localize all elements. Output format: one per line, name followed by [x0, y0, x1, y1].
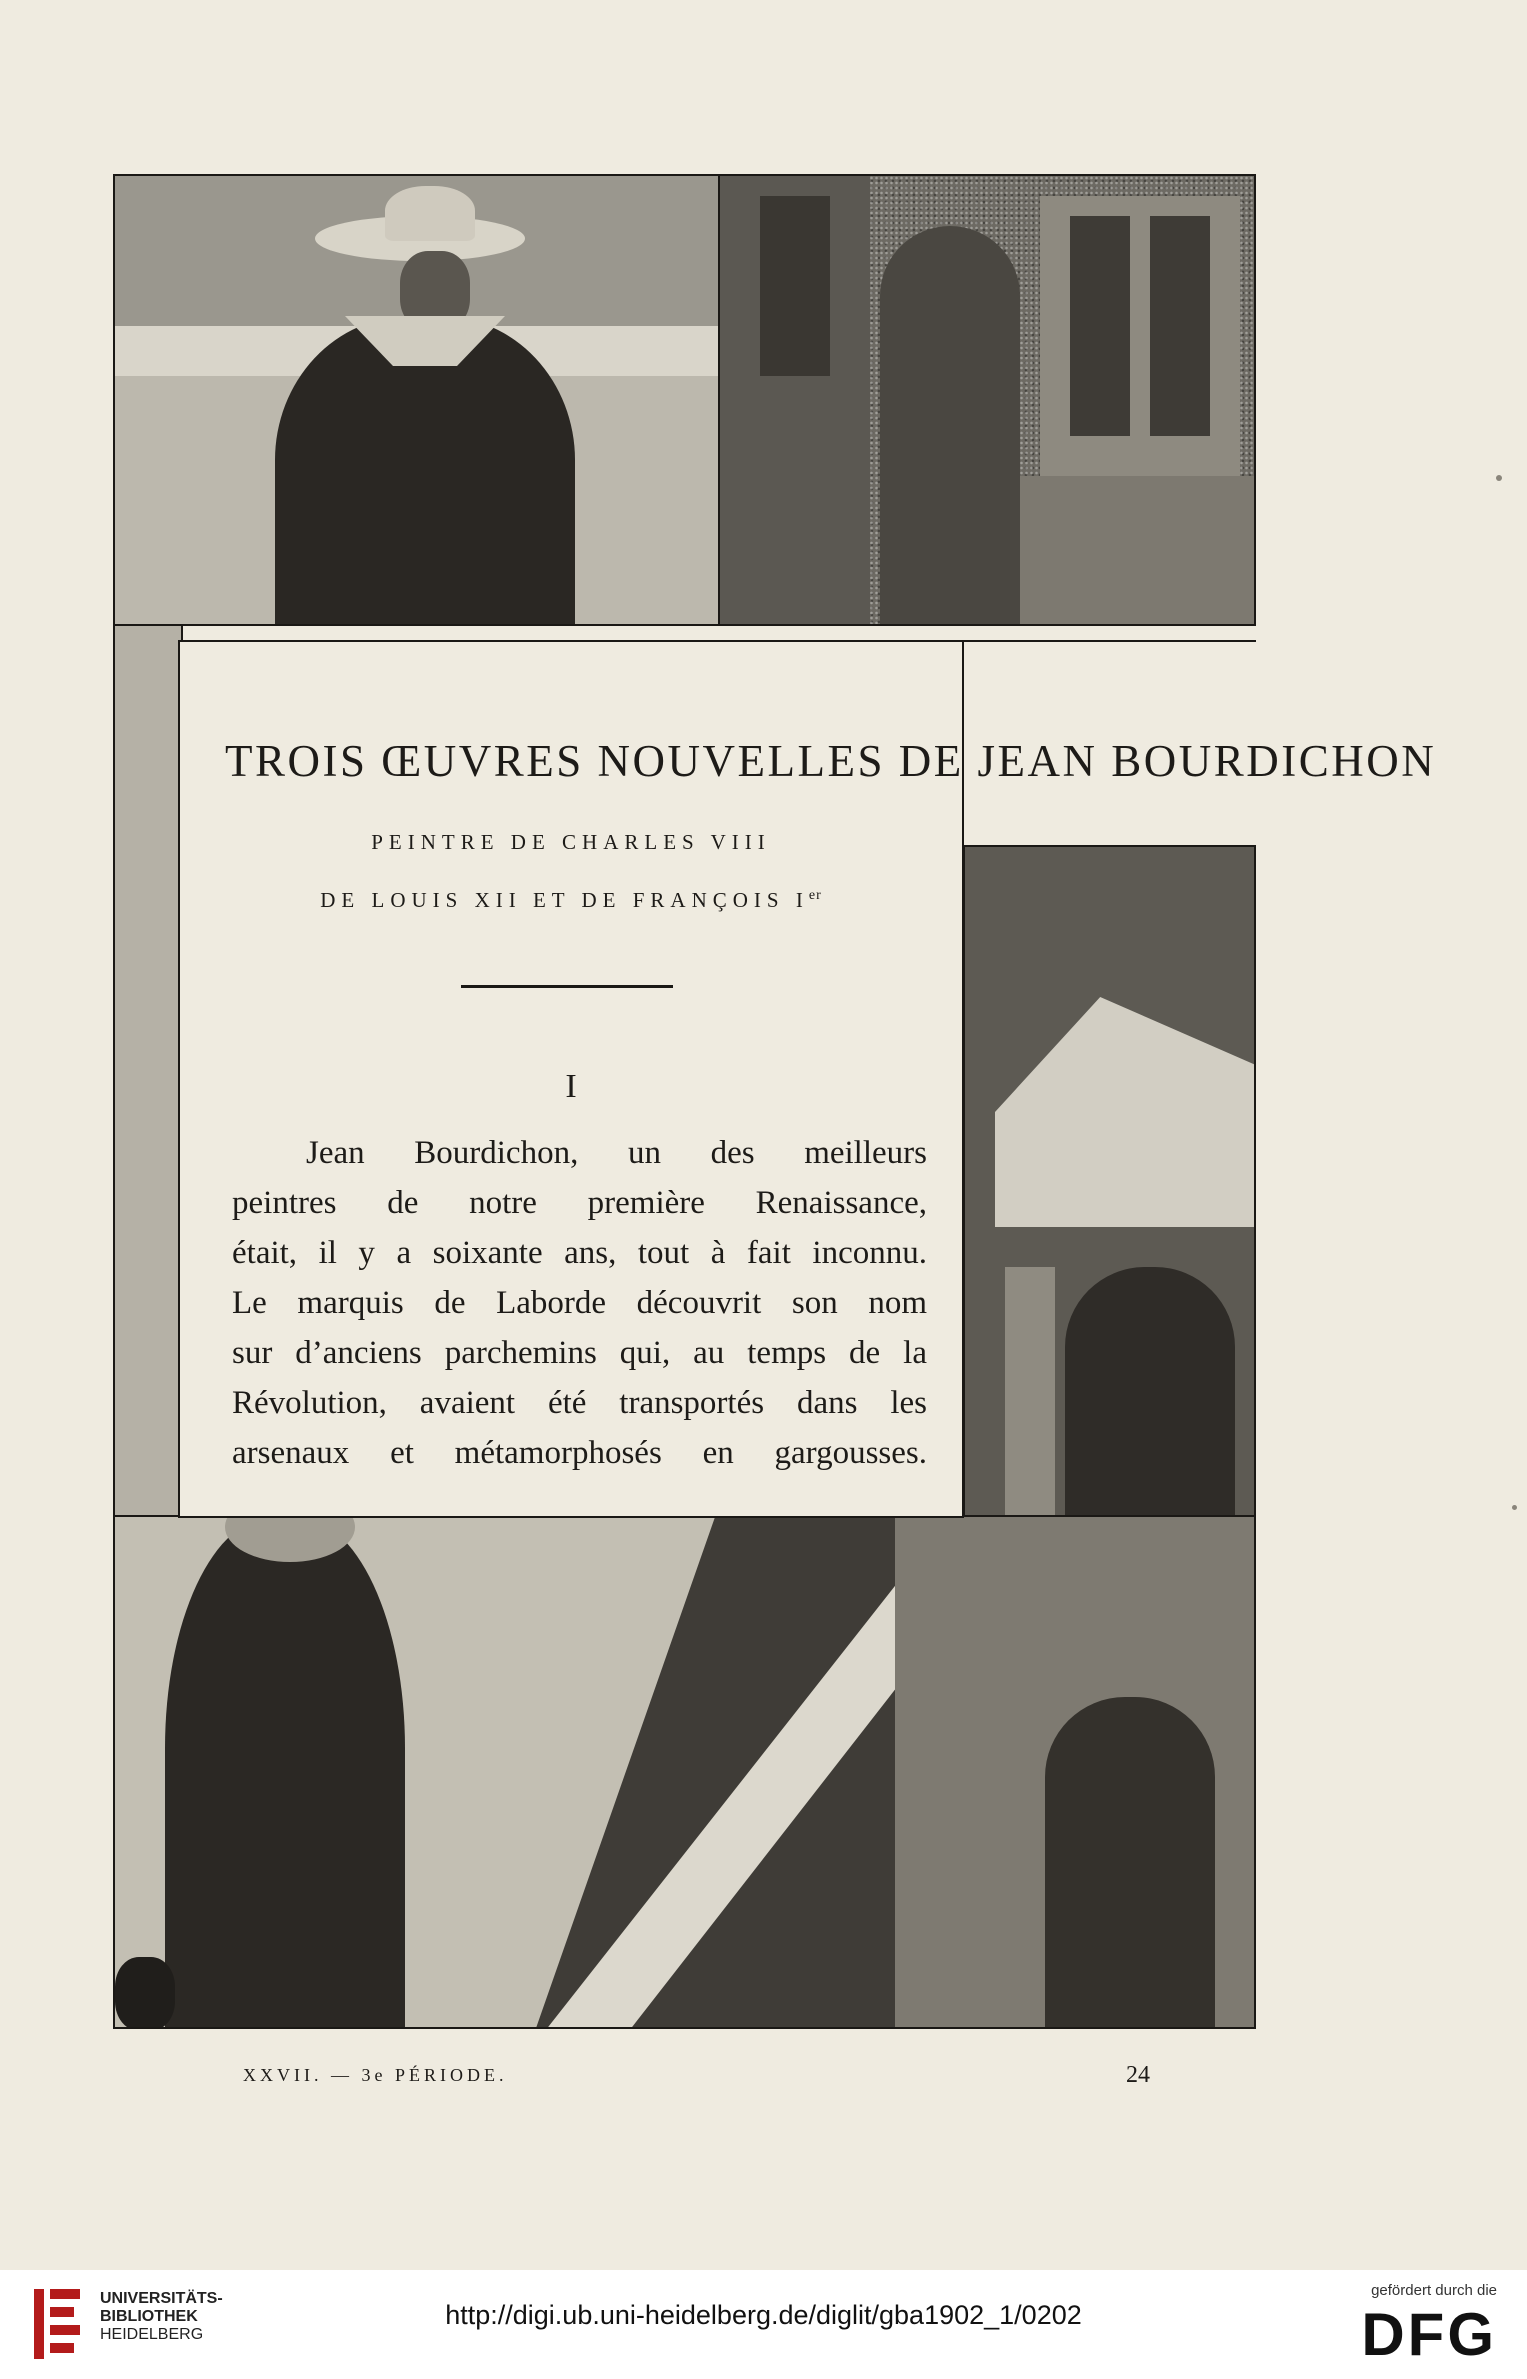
dfg-logo: DFG — [1361, 2301, 1497, 2368]
body-line: Révolution, avaient été transportés dans les — [232, 1385, 927, 1421]
section-number: I — [565, 1068, 577, 1105]
illustration-building-windows — [718, 174, 1256, 626]
body-line: sur d’anciens parchemins qui, au temps de la — [232, 1335, 927, 1371]
illustration-figure-staircase — [113, 1515, 1256, 2029]
paper-speck — [1512, 1505, 1517, 1510]
body-line: peintres de notre première Renaissance, — [232, 1185, 927, 1221]
document-url-link[interactable]: http://digi.ub.uni-heidelberg.de/diglit/gba1902_1/0202 — [445, 2300, 1082, 2330]
subtitle-line-2-superscript: er — [808, 888, 822, 903]
paper-speck — [1496, 475, 1502, 481]
funded-by-label: gefördert durch die — [1371, 2282, 1497, 2299]
institution-name-line-1: UNIVERSITÄTS- — [100, 2290, 223, 2307]
body-line: était, il y a soixante ans, tout à fait inconnu. — [232, 1235, 927, 1271]
body-line: Jean Bourdichon, un des meilleurs — [306, 1135, 927, 1171]
page-number: 24 — [1126, 2062, 1150, 2088]
article-title: TROIS ŒUVRES NOUVELLES DE JEAN BOURDICHON — [225, 736, 1437, 786]
institution-name-line-3: HEIDELBERG — [100, 2326, 204, 2343]
body-line: arsenaux et métamorphosés en gargousses. — [232, 1435, 927, 1471]
illustration-figure-in-hat — [113, 174, 725, 626]
title-divider-rule — [461, 985, 673, 988]
subtitle-line-2 — [178, 888, 964, 913]
institution-name-line-2: BIBLIOTHEK — [100, 2308, 198, 2325]
body-line: Le marquis de Laborde découvrit son nom — [232, 1285, 927, 1321]
subtitle-line-1: PEINTRE DE CHARLES VIII — [371, 830, 771, 854]
subtitle-line-2-main: DE LOUIS XII ET DE FRANÇOIS I — [320, 888, 809, 912]
footer-signature: XXVII. — 3e PÉRIODE. — [243, 2065, 508, 2085]
